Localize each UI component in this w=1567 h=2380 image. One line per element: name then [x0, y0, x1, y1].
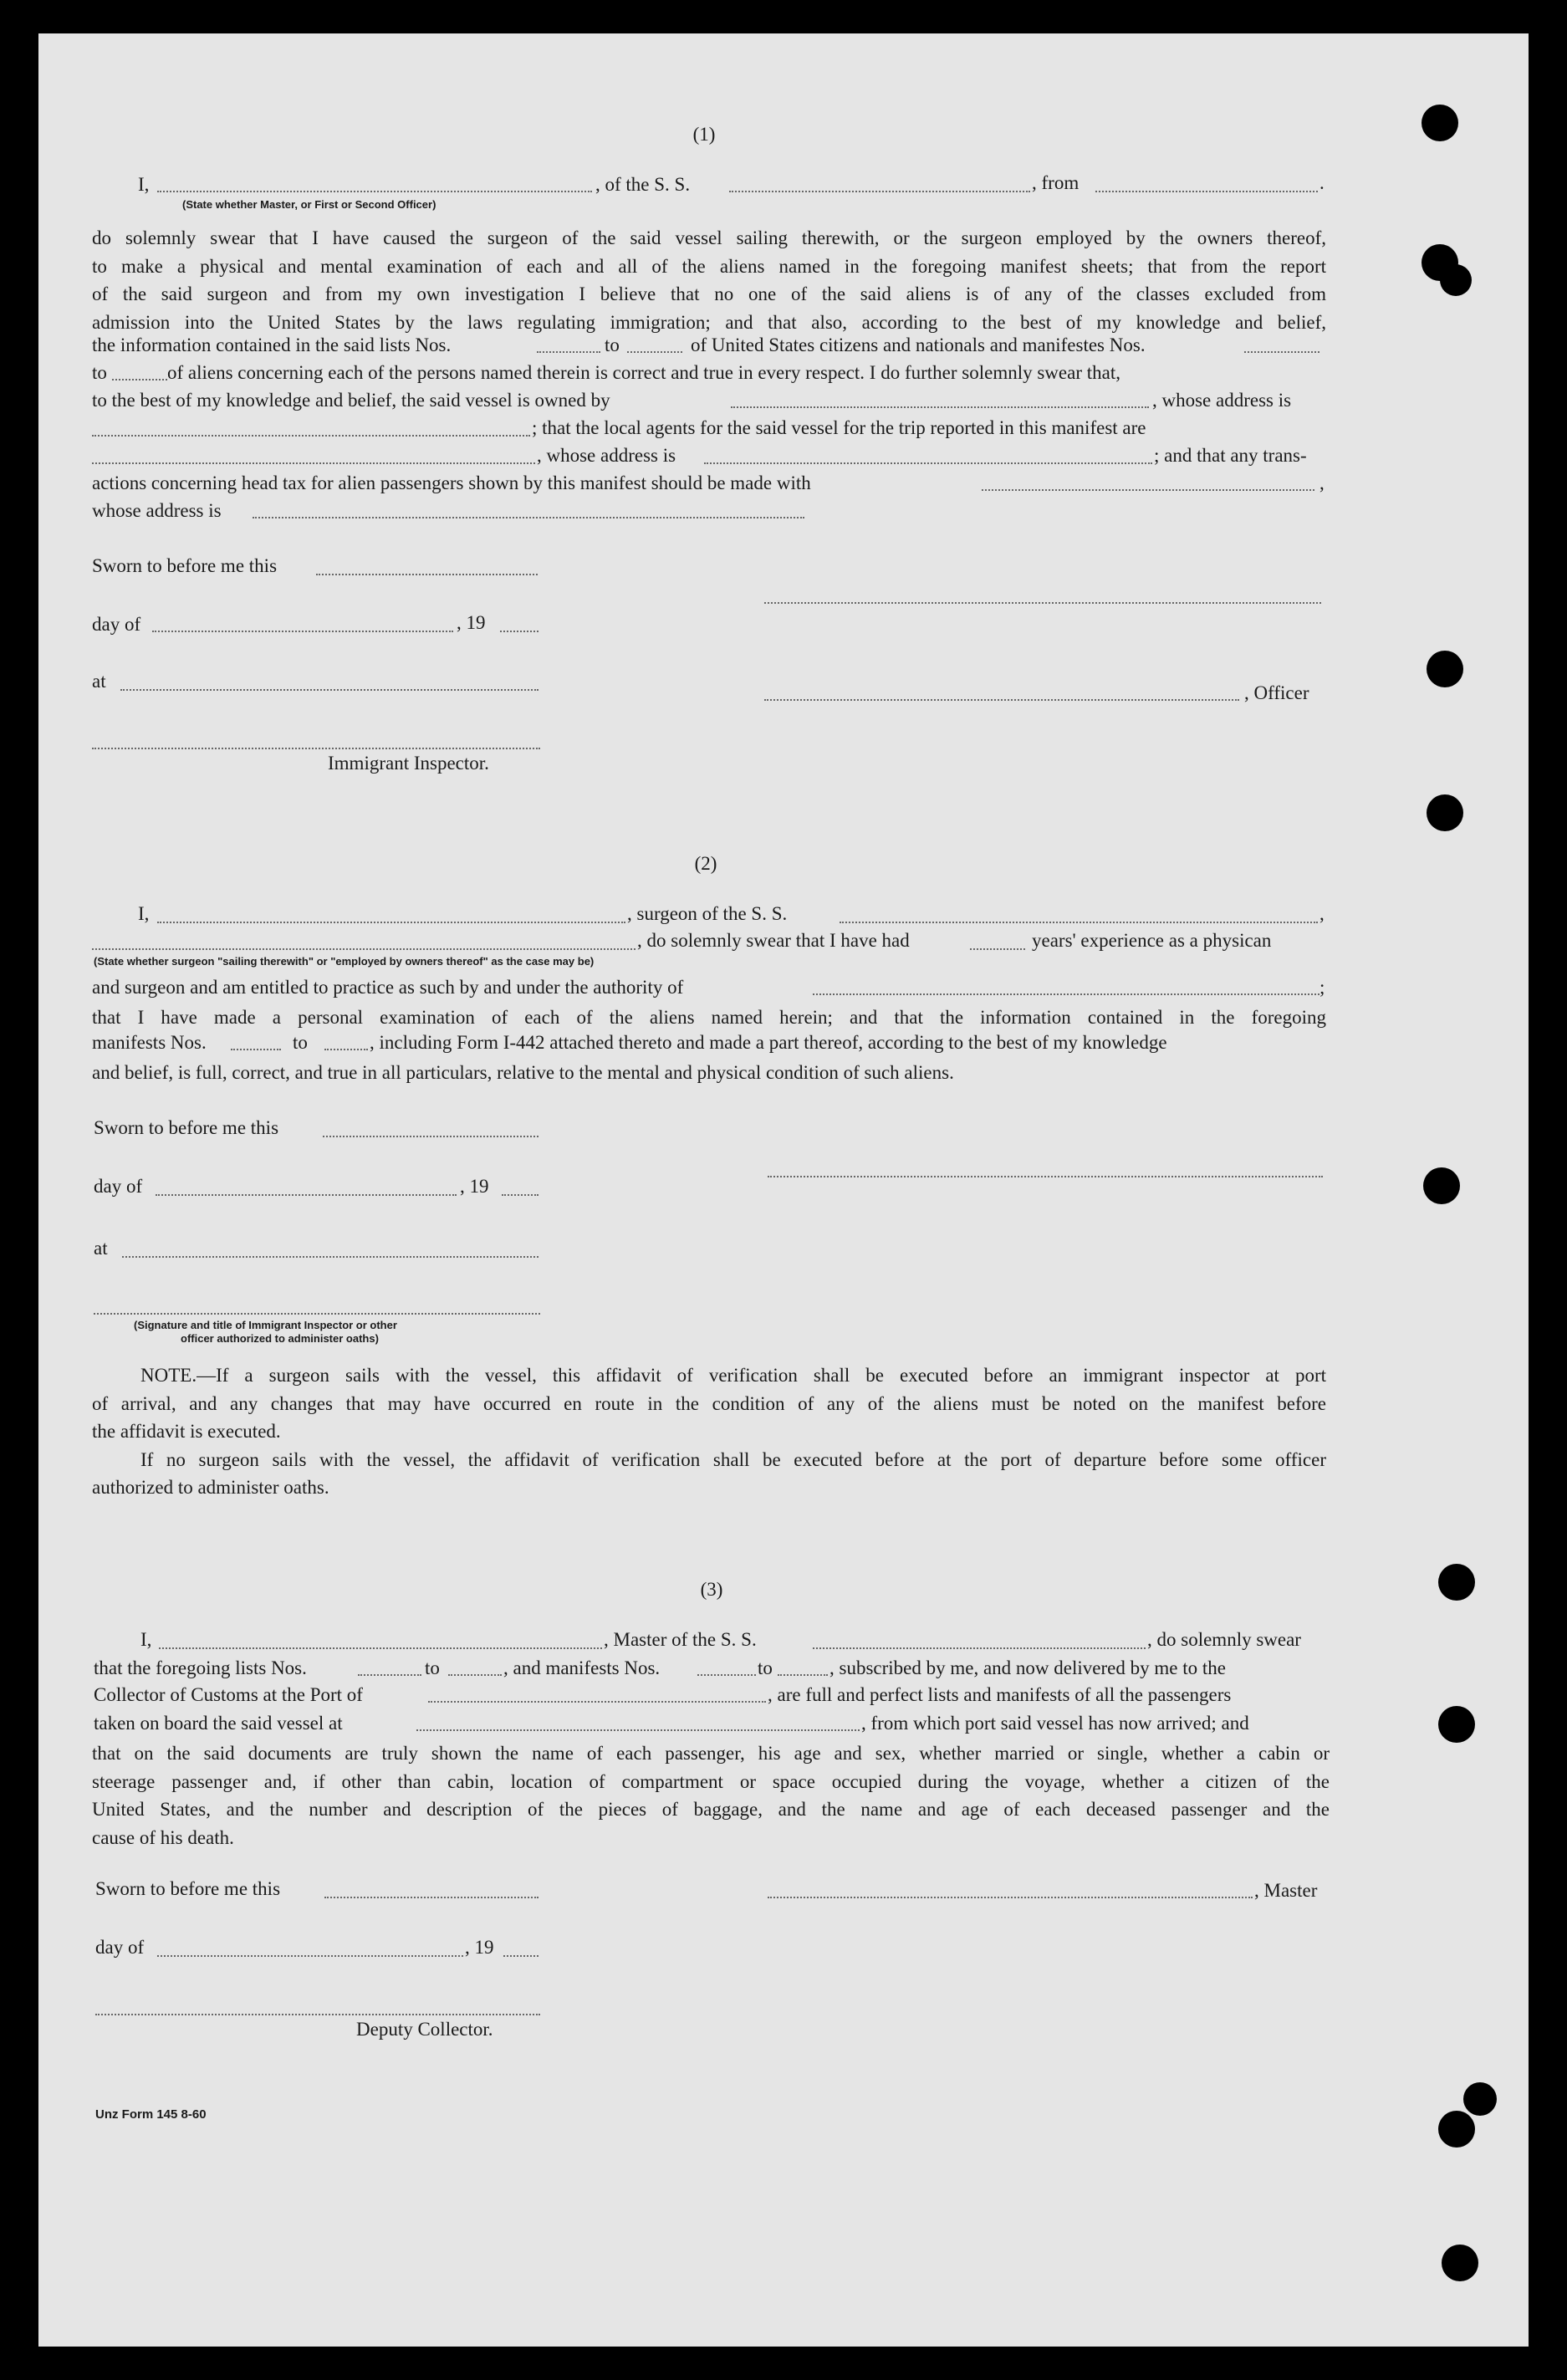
s2-note [92, 1361, 1326, 1502]
vessel-name-field[interactable] [729, 191, 1030, 192]
binder-hole [1423, 1167, 1460, 1204]
s3-swear: , do solemnly swear [1147, 1629, 1301, 1650]
s3-line2-a: that the foregoing lists Nos. [94, 1657, 307, 1678]
s1-body-line: of the said surgeon and from my own investigation I believe that no one of the said aliens is of any of the classes excluded from [92, 283, 1326, 304]
s2-sworn-date-field[interactable] [323, 1136, 538, 1137]
s3-sworn: Sworn to before me this [95, 1878, 281, 1899]
customs-port-field[interactable] [428, 1701, 766, 1703]
s1-day-of: day of [92, 614, 141, 635]
s2-sworn: Sworn to before me this [94, 1117, 279, 1138]
form-id: Unz Form 145 8-60 [95, 2107, 207, 2122]
s1-lists-c: of United States citizens and nationals and manifestes Nos. [691, 335, 1146, 355]
s2-line4: that I have made a personal examination of each of the aliens named herein; and that the information contained in the foregoing [92, 1007, 1326, 1028]
s3-line1-prefix: I, [140, 1629, 152, 1650]
headtax-field[interactable] [982, 489, 1314, 491]
s1-officer-line[interactable] [764, 699, 1239, 701]
s3-vessel-field[interactable] [813, 1647, 1146, 1649]
s1-lists-b: to [605, 335, 620, 355]
section-3-number: (3) [700, 1579, 723, 1600]
s1-year-field[interactable] [500, 631, 538, 632]
s3-sworn-date-field[interactable] [324, 1897, 538, 1898]
s2-line2-a: , do solemnly swear that I have had [637, 930, 910, 951]
s2-day-of: day of [94, 1176, 143, 1197]
s1-line1-end: . [1319, 172, 1325, 193]
s3-body-line: that on the said documents are truly shown the name of each passenger, his age and sex, whether married or single, whether a cabin or [92, 1743, 1330, 1764]
owner-address-field[interactable] [92, 435, 530, 437]
signature-caption-2: officer authorized to administer oaths) [181, 1332, 379, 1345]
s3-body-line: steerage passenger and, if other than cabin, location of compartment or space occupied during the voyage, whether a citizen of the [92, 1770, 1330, 1792]
s2-line4-wrap [92, 1004, 1326, 1032]
s1-to-b: of aliens concerning each of the persons named therein is correct and true in every respect. I do further solemnly swear that, [167, 362, 1120, 383]
s3-body-line: United States, and the number and description of the pieces of baggage, and the name and age of each deceased passenger and the [92, 1799, 1330, 1820]
s1-agents: ; that the local agents for the said vessel for the trip reported in this manifest are [532, 417, 1146, 438]
s1-headtax-b: , [1319, 472, 1325, 493]
s3-body-line: cause of his death. [92, 1826, 234, 1848]
s1-place-field[interactable] [120, 689, 538, 691]
s2-month-field[interactable] [156, 1194, 457, 1196]
s3-line2-d: to [758, 1657, 773, 1678]
s3-year-field[interactable] [503, 1955, 538, 1957]
s1-body [92, 224, 1326, 336]
s2-at: at [94, 1238, 108, 1259]
s3-line4-b: , from which port said vessel has now arrived; and [861, 1713, 1249, 1734]
s3-line2-e: , subscribed by me, and now delivered by me to the [829, 1657, 1226, 1678]
agents-address-field[interactable] [704, 462, 1152, 464]
s1-inspector: Immigrant Inspector. [328, 753, 489, 774]
s1-from: , from [1032, 172, 1080, 193]
surgeon-name-field[interactable] [157, 922, 625, 923]
s2-manifests-from-field[interactable] [231, 1049, 281, 1050]
s2-place-field[interactable] [122, 1256, 538, 1258]
years-experience-field[interactable] [970, 948, 1025, 950]
s3-manifests-from-field[interactable] [697, 1674, 756, 1676]
note2-line: authorized to administer oaths. [92, 1477, 329, 1498]
s1-year: , 19 [457, 612, 486, 633]
s3-lists-to-field[interactable] [448, 1674, 502, 1676]
s2-line5-b: to [293, 1032, 308, 1053]
s3-deputy: Deputy Collector. [356, 2019, 493, 2040]
binder-hole [1427, 794, 1463, 831]
boarding-port-field[interactable] [416, 1729, 860, 1731]
s1-lists-a: the information contained in the said lists Nos. [92, 335, 452, 355]
s1-of-ss: , of the S. S. [595, 174, 691, 195]
s1-headtax-a: actions concerning head tax for alien passengers shown by this manifest should be made with [92, 472, 811, 493]
manifests-to-field[interactable] [112, 379, 167, 380]
binder-hole [1438, 2111, 1475, 2148]
s3-line2-c: , and manifests Nos. [503, 1657, 661, 1678]
s3-master-signature-line[interactable] [768, 1897, 1253, 1898]
s1-line1-prefix: I, [138, 174, 150, 195]
s3-year: , 19 [465, 1937, 494, 1958]
note-line: of arrival, and any changes that may have occurred en route in the condition of any of the aliens must be noted on the manifest before [92, 1392, 1326, 1414]
s2-line3-a: and surgeon and am entitled to practice as such by and under the authority of [92, 977, 684, 998]
s1-body-line: admission into the United States by the laws regulating immigration; and that also, according to the best of my knowledge and belief, [92, 311, 1326, 333]
agents-field[interactable] [92, 462, 535, 464]
s3-line3-a: Collector of Customs at the Port of [94, 1684, 363, 1705]
s3-line3-b: , are full and perfect lists and manifests of all the passengers [768, 1684, 1232, 1705]
s3-lists-from-field[interactable] [358, 1674, 421, 1676]
s3-line4-a: taken on board the said vessel at [94, 1713, 343, 1734]
manifests-from-field[interactable] [1244, 351, 1319, 353]
s1-owned-b: , whose address is [1152, 390, 1292, 411]
s3-line2-b: to [425, 1657, 440, 1678]
s1-owned-a: to the best of my knowledge and belief, the said vessel is owned by [92, 390, 610, 411]
s2-line6-wrap [92, 1059, 1326, 1087]
s2-line5-c: , including Form I-442 attached thereto and made a part thereof, according to the best of my knowledge [370, 1032, 1167, 1053]
note-line: NOTE.—If a surgeon sails with the vessel, this affidavit of verification shall be executed before an immigrant inspector at port [140, 1365, 1326, 1386]
s1-sworn: Sworn to before me this [92, 555, 278, 576]
s1-officer-signature-line[interactable] [764, 602, 1321, 604]
binder-hole [1427, 651, 1463, 687]
s1-body-line: to make a physical and mental examination of each and all of the aliens named in the foregoing manifest sheets; that from the report [92, 255, 1326, 277]
s2-line6: and belief, is full, correct, and true in all particulars, relative to the mental and physical condition of such aliens. [92, 1062, 954, 1083]
officer-field[interactable] [157, 191, 592, 192]
binder-hole [1442, 2245, 1478, 2281]
s3-deputy-signature-line[interactable] [95, 2014, 540, 2015]
section-2-number: (2) [694, 853, 717, 874]
s2-line2-b: years' experience as a physican [1032, 930, 1272, 951]
s2-vessel-field[interactable] [840, 922, 1318, 923]
note-line: the affidavit is executed. [92, 1421, 281, 1442]
s2-year: , 19 [460, 1176, 489, 1197]
s2-inspector-signature-line[interactable] [94, 1313, 540, 1315]
surgeon-caption: (State whether surgeon "sailing therewith" or "employed by owners thereof" as the case may be) [94, 955, 595, 968]
section-1-number: (1) [692, 124, 716, 145]
from-port-field[interactable] [1095, 191, 1318, 192]
officer-caption: (State whether Master, or First or Second Officer) [182, 198, 436, 211]
authority-field[interactable] [813, 993, 1319, 995]
s2-line3-b: ; [1319, 977, 1325, 998]
s3-day-of: day of [95, 1937, 145, 1958]
s2-line1-prefix: I, [138, 903, 150, 924]
s1-at: at [92, 671, 106, 692]
lists-from-field[interactable] [537, 351, 600, 353]
s1-to-a: to [92, 362, 107, 383]
signature-caption-1: (Signature and title of Immigrant Inspector or other [134, 1319, 397, 1331]
s3-month-field[interactable] [157, 1955, 463, 1957]
s2-surgeon: , surgeon of the S. S. [627, 903, 788, 924]
s1-whose: whose address is [92, 500, 222, 521]
s1-officer: , Officer [1244, 682, 1309, 703]
s1-body-line: do solemnly swear that I have caused the surgeon of the said vessel sailing therewith, or the surgeon employed by the owners thereof, [92, 227, 1326, 248]
s1-inspector-signature-line[interactable] [92, 748, 540, 749]
s3-manifests-to-field[interactable] [778, 1674, 828, 1676]
s2-surgeon-signature-line[interactable] [768, 1176, 1323, 1177]
note2-line: If no surgeon sails with the vessel, the affidavit of verification shall be executed before at the port of departure before some officer [140, 1448, 1326, 1470]
s1-address-b: ; and that any trans- [1154, 445, 1307, 466]
s2-line1-end: , [1319, 903, 1325, 924]
binder-hole [1440, 264, 1472, 296]
s3-body [92, 1739, 1330, 1851]
s1-address-a: , whose address is [537, 445, 676, 466]
s2-manifests-to-field[interactable] [324, 1049, 368, 1050]
s1-month-field[interactable] [152, 631, 453, 632]
surgeon-type-field[interactable] [92, 948, 635, 950]
headtax-address-field[interactable] [253, 517, 804, 518]
s3-master: , Master of the S. S. [604, 1629, 757, 1650]
s1-sworn-date-field[interactable] [316, 574, 538, 575]
owner-field[interactable] [731, 406, 1149, 408]
binder-hole [1438, 1706, 1475, 1743]
binder-hole [1463, 2082, 1497, 2116]
lists-to-field[interactable] [627, 351, 682, 353]
master-name-field[interactable] [159, 1647, 602, 1649]
s3-master-label: , Master [1254, 1880, 1318, 1901]
s2-line5-a: manifests Nos. [92, 1032, 207, 1053]
s2-year-field[interactable] [502, 1194, 538, 1196]
